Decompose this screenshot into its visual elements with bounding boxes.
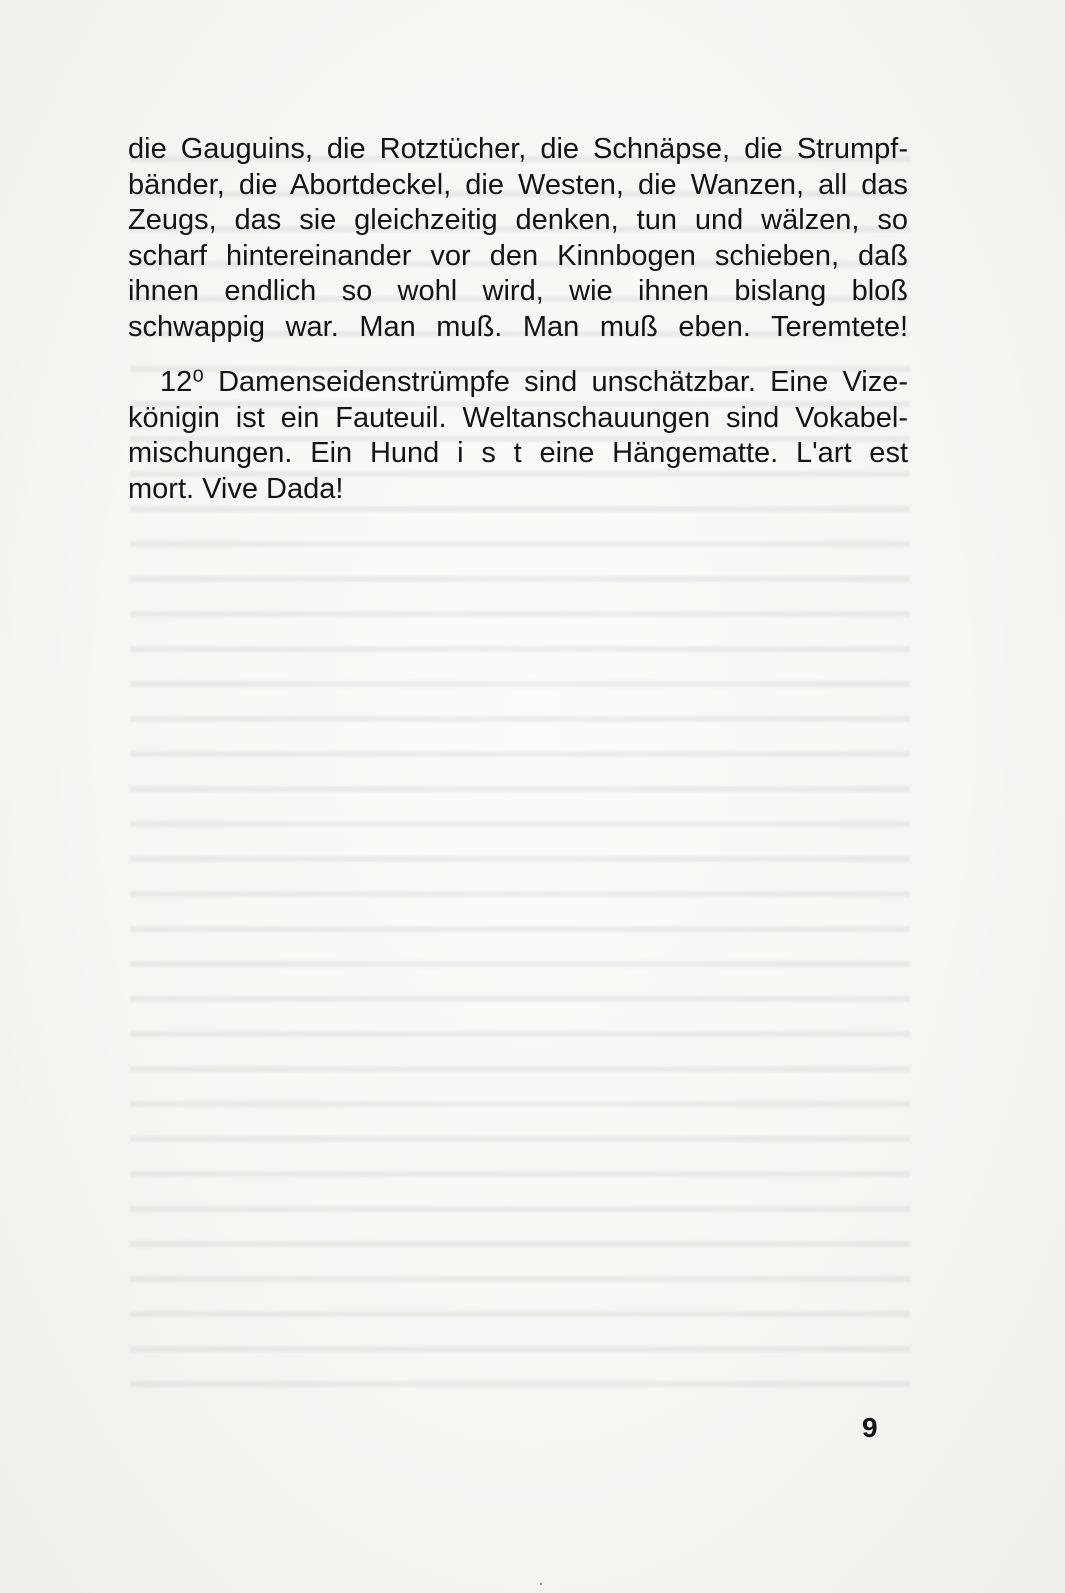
paragraph [128,365,908,507]
text-line: mort. Vive Dada! [128,472,344,505]
body-text [128,132,908,507]
text-line: 12⁰ Damenseidenstrümpfe sind unschätzbar. Eine Vize- [160,366,908,398]
text-line: Zeugs, das sie gleichzeitig denken, tun und wälzen, so [128,204,908,236]
text-line: scharf hintereinander vor den Kinnbogen schieben, daß [128,239,908,272]
text-line: die Gauguins, die Rotztücher, die Schnäpse, die Strumpf- [128,133,908,165]
paper-speck [540,1583,542,1585]
text-line: königin ist ein Fauteuil. Weltanschauungen sind Vokabel- [128,401,908,434]
text-line: mischungen. Ein Hund i s t eine Hängematte. L'art est [128,437,908,469]
text-line: schwappig war. Man muß. Man muß eben. Teremtete! [128,310,908,343]
page-number: 9 [862,1412,878,1443]
text-line: ihnen endlich so wohl wird, wie ihnen bislang bloß [128,275,908,307]
text-line: bänder, die Abortdeckel, die Westen, die Wanzen, all das [128,168,908,201]
paragraph [128,132,908,345]
